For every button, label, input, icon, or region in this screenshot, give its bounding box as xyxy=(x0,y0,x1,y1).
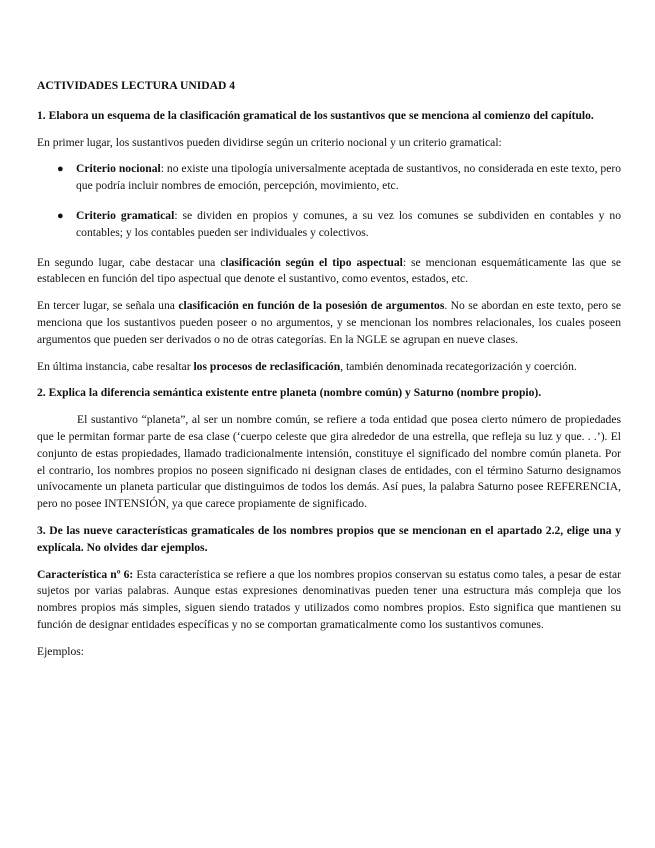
text-run: , también denominada recategorización y coerción. xyxy=(340,359,577,373)
text-run: En tercer lugar, se señala una xyxy=(37,299,179,313)
list-item xyxy=(37,161,621,195)
bullet-icon: ● xyxy=(57,163,64,176)
q1-paragraph-reclassification xyxy=(37,359,621,376)
list-item xyxy=(37,208,621,242)
criterion-label: Criterio gramatical xyxy=(76,208,175,222)
bullet-icon: ● xyxy=(57,209,64,222)
text-run: En segundo lugar, cabe destacar una c xyxy=(37,255,226,269)
q3-answer-paragraph xyxy=(37,567,621,634)
criterion-text: : no existe una tipología universalmente aceptada de sustantivos, no considerada en este texto, pero que podría incluir nombres de emoción, percepción, movimiento, etc. xyxy=(76,162,622,193)
q2-answer-paragraph: El sustantivo “planeta”, al ser un nombre común, se refiere a toda entidad que posea cierto número de propiedades que le permitan formar parte de esa clase (‘cuerpo celeste que gira alrededor de una estrella, que refleja su luz y que. . .’). El conjunto de estas propiedades, llamado tradicionalmente intensión, constituye el significado del nombre común planeta. Por el contrario, los nombres propios no poseen significado ni designan clases de entidades, con el término Saturno designamos unívocamente un planeta particular que distinguimos de todos los demás. Así pues, la palabra Saturno posee REFERENCIA, pero no posee INTENSIÓN, ya que carece propiamente de significado. xyxy=(37,413,621,511)
q1-paragraph-aspectual xyxy=(37,255,621,289)
criterion-text: : se dividen en propios y comunes, a su vez los comunes se subdividen en contables y no contables; y los contables pueden ser individuales y colectivos. xyxy=(76,208,622,239)
bold-run: clasificación en función de la posesión de argumentos xyxy=(178,299,445,313)
examples-label: Ejemplos: xyxy=(37,644,85,658)
question-2-heading: 2. Explica la diferencia semántica existente entre planeta (nombre común) y Saturno (nombre propio). xyxy=(37,386,542,400)
page-title: ACTIVIDADES LECTURA UNIDAD 4 xyxy=(37,79,236,92)
q1-paragraph-arguments xyxy=(37,298,621,348)
criteria-list xyxy=(37,161,621,241)
text-run: : se mencionan esquemáticamente las que se establecen en función del tipo aspectual que denote el sustantivo, como eventos, estados, etc. xyxy=(37,255,621,286)
question-3-heading: 3. De las nueve características gramaticales de los nombres propios que se mencionan en el apartado 2.2, elige una y explícala. No olvides dar ejemplos. xyxy=(37,523,621,554)
criterion-label: Criterio nocional xyxy=(76,162,161,176)
bold-run: lasificación según el tipo aspectual xyxy=(225,255,403,269)
bold-run: los procesos de reclasificación xyxy=(193,359,341,373)
question-1-heading: 1. Elabora un esquema de la clasificación gramatical de los sustantivos que se menciona al comienzo del capítulo. xyxy=(37,108,594,122)
text-run: Esta característica se refiere a que los nombres propios conservan su estatus como tales, a pesar de estar sujetos por varias palabras. Aunque estas expresiones denominativas pueden tener una estructura más compleja que los nombres propios más simples, siguen siendo tratados y utilizados como nombres propios. Esto significa que mantienen su función de designar entidades específicas y no se comportan gramaticalmente como los sustantivos comunes. xyxy=(37,567,621,631)
text-run: . No se abordan en este texto, pero se menciona que los sustantivos pueden poseer o no argumentos, y se mencionan los nombres relacionales, los cuales poseen argumentos que pueden ser derivados o no de otras categorías. En la NGLE se agrupan en nueve clases. xyxy=(37,299,621,346)
characteristic-label: Característica nº 6: xyxy=(37,567,134,581)
text-run: En última instancia, cabe resaltar xyxy=(37,359,194,373)
q1-intro-paragraph: En primer lugar, los sustantivos pueden dividirse según un criterio nocional y un criterio gramatical: xyxy=(37,135,502,149)
